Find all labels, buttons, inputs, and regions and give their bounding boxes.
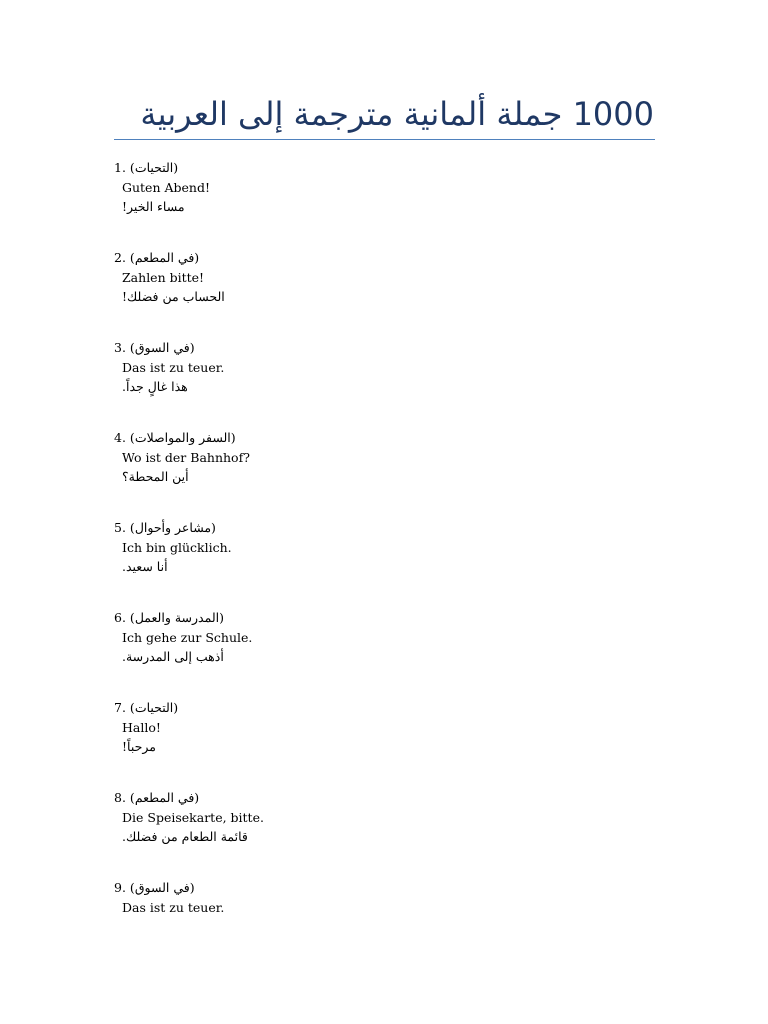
arabic-translation	[114, 287, 654, 307]
phrase-entry-7	[114, 698, 654, 788]
german-phrase: Die Speisekarte, bitte.	[122, 809, 264, 825]
arabic-translation	[114, 917, 654, 937]
page-title: 1000 جملة ألمانية مترجمة إلى العربية	[140, 95, 654, 133]
phrase-list	[114, 158, 654, 968]
german-phrase: Guten Abend!	[122, 179, 210, 195]
entry-category: (في السوق)	[129, 880, 195, 895]
entry-heading	[114, 518, 654, 538]
entry-heading	[114, 158, 654, 178]
arabic-translation	[114, 377, 654, 397]
arabic-text: مساء الخير!	[122, 199, 185, 214]
phrase-entry-3	[114, 338, 654, 428]
arabic-translation	[114, 827, 654, 847]
entry-heading	[114, 788, 654, 808]
arabic-translation	[114, 467, 654, 487]
arabic-text: هذا غالٍ جداً.	[122, 379, 188, 394]
entry-category: (السفر والمواصلات)	[129, 430, 236, 445]
entry-number: 6.	[114, 610, 126, 625]
arabic-text: أذهب إلى المدرسة.	[122, 649, 224, 664]
entry-category: (مشاعر وأحوال)	[129, 520, 216, 535]
phrase-entry-5	[114, 518, 654, 608]
german-phrase: Wo ist der Bahnhof?	[122, 449, 250, 465]
arabic-text: أين المحطة؟	[122, 469, 189, 484]
phrase-entry-8	[114, 788, 654, 878]
entry-number: 4.	[114, 430, 126, 445]
entry-heading	[114, 698, 654, 718]
entry-number: 1.	[114, 160, 126, 175]
arabic-text: أنا سعيد.	[122, 559, 168, 574]
entry-number: 2.	[114, 250, 126, 265]
arabic-translation	[114, 557, 654, 577]
entry-heading	[114, 428, 654, 448]
phrase-entry-4	[114, 428, 654, 518]
entry-number: 3.	[114, 340, 126, 355]
german-phrase: Das ist zu teuer.	[122, 899, 225, 915]
title-underline	[114, 139, 655, 140]
arabic-text: مرحباً!	[122, 739, 156, 754]
entry-number: 9.	[114, 880, 126, 895]
arabic-text: الحساب من فضلك!	[122, 289, 225, 304]
phrase-entry-6	[114, 608, 654, 698]
entry-category: (في المطعم)	[129, 790, 200, 805]
german-phrase: Ich gehe zur Schule.	[122, 629, 253, 645]
entry-category: (في المطعم)	[129, 250, 200, 265]
entry-category: (التحيات)	[129, 700, 179, 715]
entry-category: (التحيات)	[129, 160, 179, 175]
entry-heading	[114, 248, 654, 268]
arabic-translation	[114, 647, 654, 667]
german-phrase: Hallo!	[122, 719, 161, 735]
entry-number: 8.	[114, 790, 126, 805]
entry-number: 7.	[114, 700, 126, 715]
phrase-entry-9	[114, 878, 654, 968]
entry-heading	[114, 338, 654, 358]
phrase-entry-1	[114, 158, 654, 248]
german-phrase: Ich bin glücklich.	[122, 539, 232, 555]
german-phrase: Das ist zu teuer.	[122, 359, 225, 375]
german-phrase: Zahlen bitte!	[122, 269, 205, 285]
entry-category: (في السوق)	[129, 340, 195, 355]
entry-heading	[114, 878, 654, 898]
arabic-translation	[114, 197, 654, 217]
phrase-entry-2	[114, 248, 654, 338]
arabic-text: قائمة الطعام من فضلك.	[122, 829, 248, 844]
entry-number: 5.	[114, 520, 126, 535]
entry-heading	[114, 608, 654, 628]
entry-category: (المدرسة والعمل)	[129, 610, 224, 625]
arabic-translation	[114, 737, 654, 757]
